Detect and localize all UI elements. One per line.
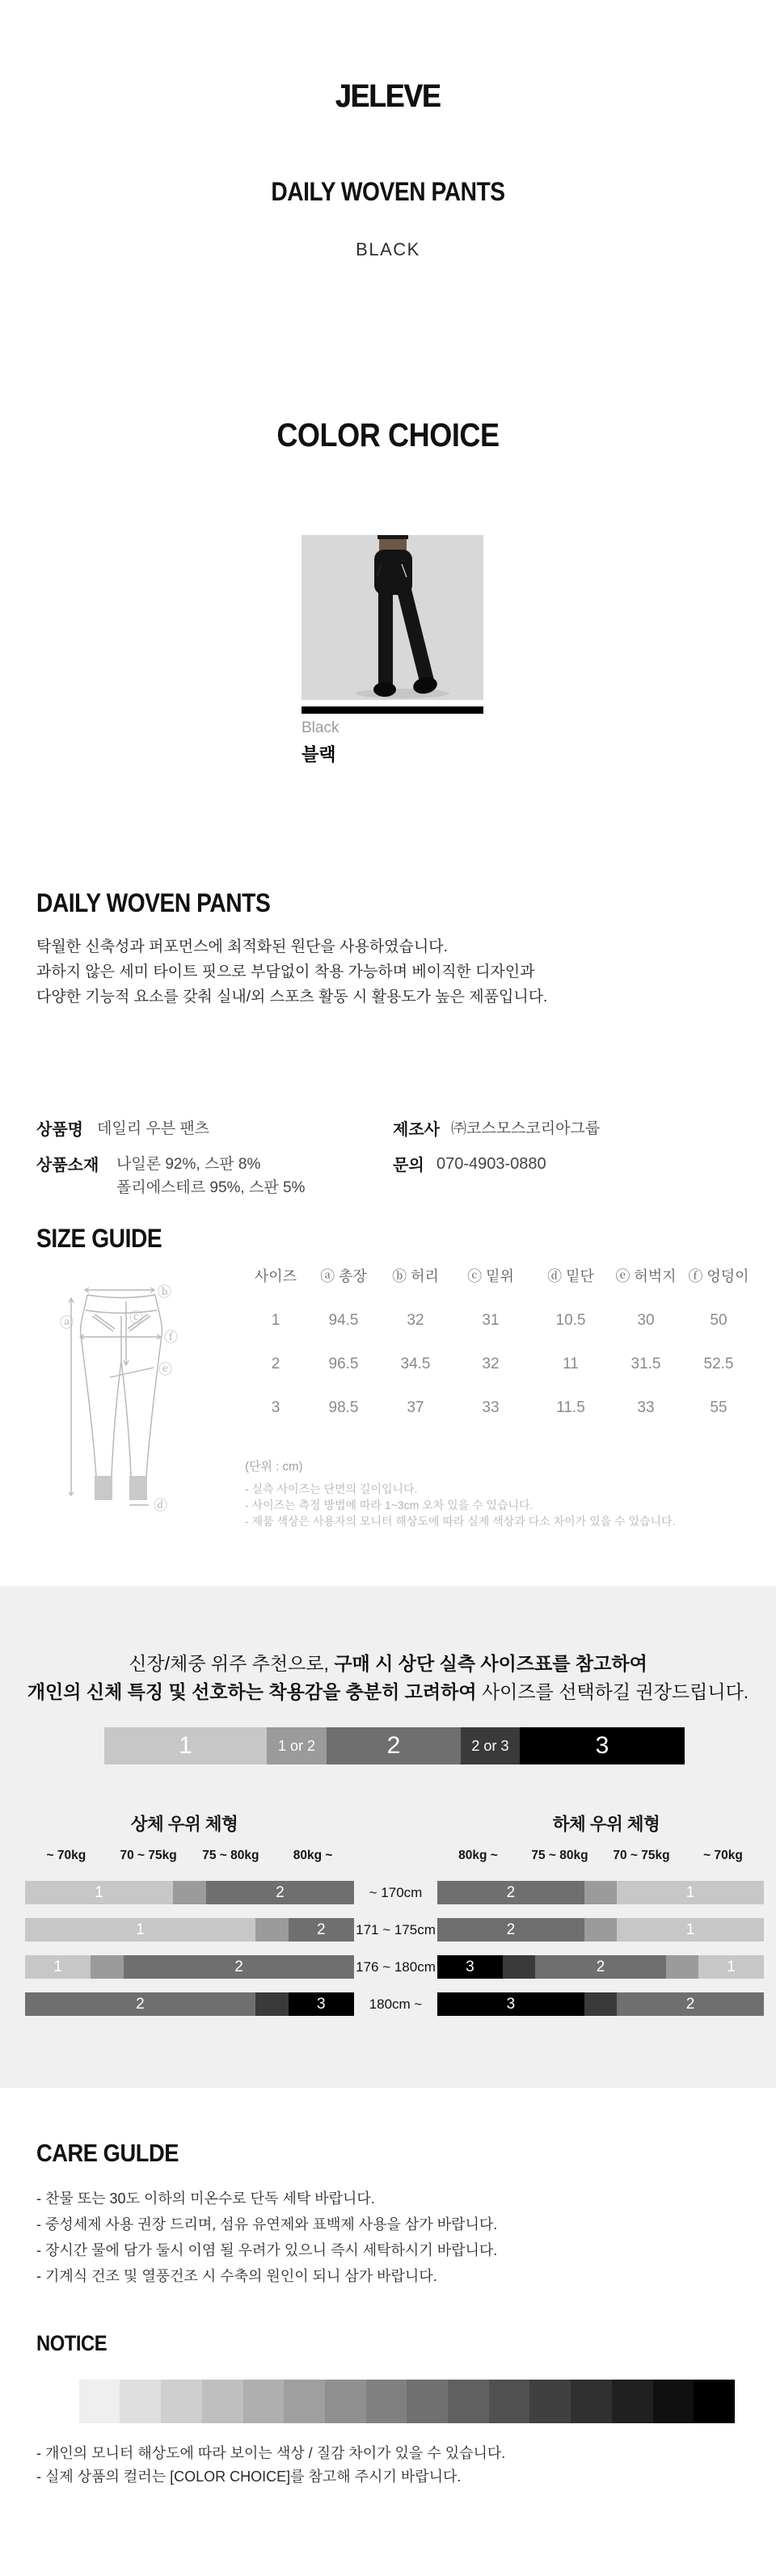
size-cell: 2 — [271, 1355, 280, 1372]
material-label: 상품소재 — [36, 1157, 99, 1174]
color-subtitle: BLACK — [356, 239, 420, 259]
gradient-step — [161, 2380, 202, 2423]
legend-segment — [461, 1727, 520, 1764]
height-label: ~ 170cm — [369, 1884, 423, 1900]
size-bar-segment: 1 — [25, 1955, 91, 1979]
size-chart-row — [25, 1918, 764, 1941]
size-bar-segment: 1 — [25, 1918, 255, 1941]
description-text — [36, 934, 547, 1010]
size-column-header: ⓑ 허리 — [392, 1268, 439, 1284]
size-bar-segment: 3 — [289, 1992, 354, 2016]
size-cell: 34.5 — [400, 1355, 431, 1372]
gradient-step — [366, 2380, 407, 2423]
size-cell: 1 — [271, 1312, 280, 1329]
care-line: - 기계식 건조 및 열풍건조 시 수축의 원인이 되니 삼가 바랍니다. — [36, 2268, 437, 2284]
gradient-step — [325, 2380, 366, 2423]
lower-body-bar — [437, 1918, 764, 1941]
size-table-row — [242, 1398, 758, 1418]
swatch-label-ko: 블랙 — [302, 744, 336, 765]
size-bar-segment: 1 — [617, 1918, 764, 1941]
lower-body-weight-headers — [437, 1849, 764, 1863]
size-bar-segment — [255, 1918, 289, 1941]
size-guide-heading: SIZE GUIDE — [36, 1224, 162, 1253]
size-note-line: - 제품 색상은 사용자의 모니터 해상도에 따라 실제 색상과 다소 차이가 있을 수 있습니다. — [245, 1515, 676, 1528]
size-cell: 52.5 — [703, 1355, 734, 1372]
gradient-step — [489, 2380, 530, 2423]
size-cell: 11 — [563, 1355, 579, 1372]
size-bar-segment: 3 — [437, 1992, 584, 2016]
intro-line — [0, 1678, 776, 1706]
size-bar-segment: 2 — [124, 1955, 354, 1979]
maker-label: 제조사 — [393, 1121, 440, 1139]
gradient-step — [694, 2380, 735, 2423]
size-table-row — [242, 1355, 758, 1374]
material-line: 나일론 92%, 스판 8% — [116, 1156, 261, 1173]
size-column-header: 사이즈 — [254, 1268, 297, 1284]
size-bar-segment: 2 — [437, 1918, 584, 1941]
size-bar-segment — [666, 1955, 698, 1979]
size-bar-segment: 1 — [617, 1881, 764, 1904]
size-bar-segment — [584, 1992, 617, 2016]
height-label: 176 ~ 180cm — [356, 1958, 436, 1975]
legend-segment — [267, 1727, 327, 1764]
height-label: 171 ~ 175cm — [356, 1921, 436, 1937]
size-bar-segment: 2 — [437, 1881, 584, 1904]
size-cell: 32 — [407, 1312, 424, 1329]
weight-header: ~ 70kg — [703, 1849, 743, 1862]
size-cell: 55 — [710, 1399, 728, 1416]
size-cell: 50 — [710, 1312, 728, 1329]
swatch-label-en: Black — [302, 719, 340, 736]
weight-header: 80kg ~ — [293, 1849, 333, 1862]
size-table-row — [242, 1311, 758, 1330]
maker-value: ㈜코스모스코리아그룹 — [451, 1120, 601, 1137]
size-note-line: - 사이즈는 측정 방법에 따라 1~3cm 오차 있을 수 있습니다. — [245, 1499, 534, 1511]
care-line: - 장시간 물에 담가 둘시 이염 될 우려가 있으니 즉시 세탁하시기 바랍니다. — [36, 2242, 498, 2258]
size-column-header: ⓐ 총장 — [320, 1268, 367, 1284]
size-legend-bar — [104, 1727, 685, 1764]
size-chart-rows — [25, 1881, 764, 2016]
weight-header: 75 ~ 80kg — [531, 1849, 588, 1862]
legend-label: 2 — [386, 1732, 401, 1759]
material-value — [116, 1153, 305, 1199]
intro-segment: 개인의 신체 특징 및 선호하는 착용감을 충분히 고려하여 — [27, 1681, 477, 1702]
size-bar-segment — [91, 1955, 124, 1979]
weight-header: 80kg ~ — [458, 1849, 498, 1862]
size-cell: 10.5 — [555, 1312, 586, 1329]
legend-segment — [520, 1727, 685, 1764]
gradient-step — [653, 2380, 694, 2423]
grayscale-gradient-bar — [38, 2380, 735, 2423]
size-bar-segment: 3 — [437, 1955, 503, 1979]
diagram-label-d: ⓓ — [154, 1498, 167, 1511]
intro-segment: 사이즈를 선택하길 권장드립니다. — [476, 1681, 749, 1702]
gradient-step — [407, 2380, 448, 2423]
size-cell: 33 — [482, 1399, 500, 1416]
gradient-step — [571, 2380, 612, 2423]
size-recommendation-intro — [0, 1650, 776, 1706]
product-name-value: 데일리 우븐 팬츠 — [97, 1120, 210, 1137]
size-table-header — [242, 1266, 758, 1285]
size-bar-segment: 2 — [289, 1918, 354, 1941]
description-line: 탁월한 신축성과 퍼포먼스에 최적화된 원단을 사용하였습니다. — [36, 938, 448, 955]
upper-body-bar — [25, 1881, 354, 1904]
material-line: 폴리에스테르 95%, 스판 5% — [116, 1179, 306, 1196]
gradient-step — [243, 2380, 285, 2423]
size-bar-segment: 2 — [206, 1881, 354, 1904]
size-bar-segment — [584, 1918, 617, 1941]
size-recommendation-section — [0, 1586, 776, 2088]
notice-text — [36, 2442, 505, 2489]
size-bar-segment — [255, 1992, 289, 2016]
diagram-label-c: ⓒ — [129, 1310, 143, 1326]
upper-body-bar — [25, 1955, 354, 1979]
size-bar-segment — [173, 1881, 206, 1904]
lower-body-bar — [437, 1992, 764, 2016]
size-chart-row — [25, 1955, 764, 1979]
color-swatch-bar — [302, 706, 483, 714]
lower-body-bar — [437, 1955, 764, 1979]
lower-body-bar — [437, 1881, 764, 1904]
size-cell: 33 — [637, 1399, 655, 1416]
size-unit-note: (단위 : cm) — [245, 1460, 303, 1474]
notice-line: - 개인의 모니터 해상도에 따라 보이는 색상 / 질감 차이가 있을 수 있습니다. — [36, 2445, 506, 2461]
description-heading: DAILY WOVEN PANTS — [36, 888, 271, 917]
upper-body-chart-title: 상체 우위 체형 — [130, 1815, 238, 1834]
description-line: 다양한 기능적 요소를 갖춰 실내/외 스포츠 활동 시 활용도가 높은 제품입니다. — [36, 989, 548, 1006]
size-chart-row — [25, 1881, 764, 1904]
care-guide-heading: CARE GULDE — [36, 2139, 179, 2167]
legend-label: 2 or 3 — [471, 1737, 509, 1754]
upper-body-weight-headers — [25, 1849, 354, 1863]
size-cell: 94.5 — [328, 1312, 359, 1329]
size-bar-segment — [584, 1881, 617, 1904]
gradient-step — [612, 2380, 653, 2423]
weight-header: 70 ~ 75kg — [613, 1849, 670, 1862]
gradient-step — [79, 2380, 120, 2423]
size-column-header: ⓓ 밑단 — [547, 1268, 594, 1284]
size-bar-segment — [503, 1955, 535, 1979]
notice-line: - 실제 상품의 컬러는 [COLOR CHOICE]를 참고해 주시기 바랍니다. — [36, 2468, 462, 2485]
legend-segment — [327, 1727, 461, 1764]
size-cell: 96.5 — [328, 1355, 359, 1372]
care-line: - 중성세제 사용 권장 드리며, 섬유 유연제와 표백제 사용을 삼가 바랍니다. — [36, 2216, 498, 2232]
size-column-header: ⓔ 허벅지 — [615, 1268, 677, 1284]
size-cell: 30 — [637, 1312, 655, 1329]
size-cell: 31.5 — [630, 1355, 661, 1372]
care-guide-text — [36, 2186, 497, 2289]
gradient-step — [202, 2380, 243, 2423]
size-bar-segment: 1 — [25, 1881, 173, 1904]
gradient-step — [120, 2380, 161, 2423]
model-legs-illustration — [302, 535, 483, 700]
product-title: DAILY WOVEN PANTS — [271, 177, 505, 206]
color-choice-heading: COLOR CHOICE — [276, 416, 500, 453]
notice-heading: NOTICE — [36, 2331, 108, 2355]
size-bar-segment: 2 — [25, 1992, 255, 2016]
diagram-label-b: ⓑ — [158, 1284, 171, 1301]
weight-header: ~ 70kg — [46, 1849, 86, 1862]
diagram-label-e: ⓔ — [158, 1362, 172, 1378]
care-line: - 찬물 또는 30도 이하의 미온수로 단독 세탁 바랍니다. — [36, 2190, 375, 2207]
legend-segment — [104, 1727, 267, 1764]
size-bar-segment: 1 — [698, 1955, 764, 1979]
weight-header: 75 ~ 80kg — [202, 1849, 259, 1862]
gradient-step — [448, 2380, 489, 2423]
upper-body-bar — [25, 1918, 354, 1941]
size-cell: 11.5 — [556, 1399, 585, 1416]
legend-label: 1 — [179, 1732, 192, 1759]
brand-logo: JELEVE — [335, 78, 441, 114]
size-bar-segment: 2 — [535, 1955, 666, 1979]
intro-segment: 구매 시 상단 실측 사이즈표를 참고하여 — [334, 1653, 647, 1674]
gradient-step — [529, 2380, 571, 2423]
size-cell: 3 — [271, 1399, 280, 1416]
intro-line — [0, 1650, 776, 1678]
size-bar-segment: 2 — [617, 1992, 764, 2016]
contact-label: 문의 — [393, 1157, 424, 1174]
size-cell: 31 — [482, 1312, 500, 1329]
size-column-header: ⓕ 엉덩이 — [688, 1268, 749, 1284]
height-label: 180cm ~ — [369, 1996, 423, 2012]
gradient-step — [38, 2380, 79, 2423]
size-cell: 32 — [482, 1355, 500, 1372]
size-note-line: - 실측 사이즈는 단면의 길이입니다. — [245, 1482, 418, 1495]
intro-segment: 신장/체중 위주 추천으로, — [129, 1653, 335, 1674]
size-chart-row — [25, 1992, 764, 2016]
size-column-header: ⓒ 밑위 — [467, 1268, 514, 1284]
size-cell: 37 — [407, 1399, 424, 1416]
diagram-label-f: ⓕ — [164, 1330, 178, 1346]
size-notes — [245, 1481, 675, 1529]
product-name-label: 상품명 — [36, 1121, 83, 1139]
diagram-label-a: ⓐ — [60, 1315, 74, 1331]
product-photo — [302, 535, 483, 700]
upper-body-bar — [25, 1992, 354, 2016]
size-cell: 98.5 — [328, 1399, 359, 1416]
legend-label: 1 or 2 — [277, 1737, 316, 1754]
gradient-step — [284, 2380, 325, 2423]
contact-value: 070-4903-0880 — [436, 1155, 546, 1173]
description-line: 과하지 않은 세미 타이트 핏으로 부담없이 착용 가능하며 베이직한 디자인과 — [36, 963, 535, 980]
legend-label: 3 — [595, 1732, 609, 1759]
lower-body-chart-title: 하체 우위 체형 — [552, 1815, 660, 1834]
size-table — [242, 1266, 758, 1442]
pants-measurement-diagram — [57, 1284, 218, 1516]
weight-header: 70 ~ 75kg — [120, 1849, 177, 1862]
